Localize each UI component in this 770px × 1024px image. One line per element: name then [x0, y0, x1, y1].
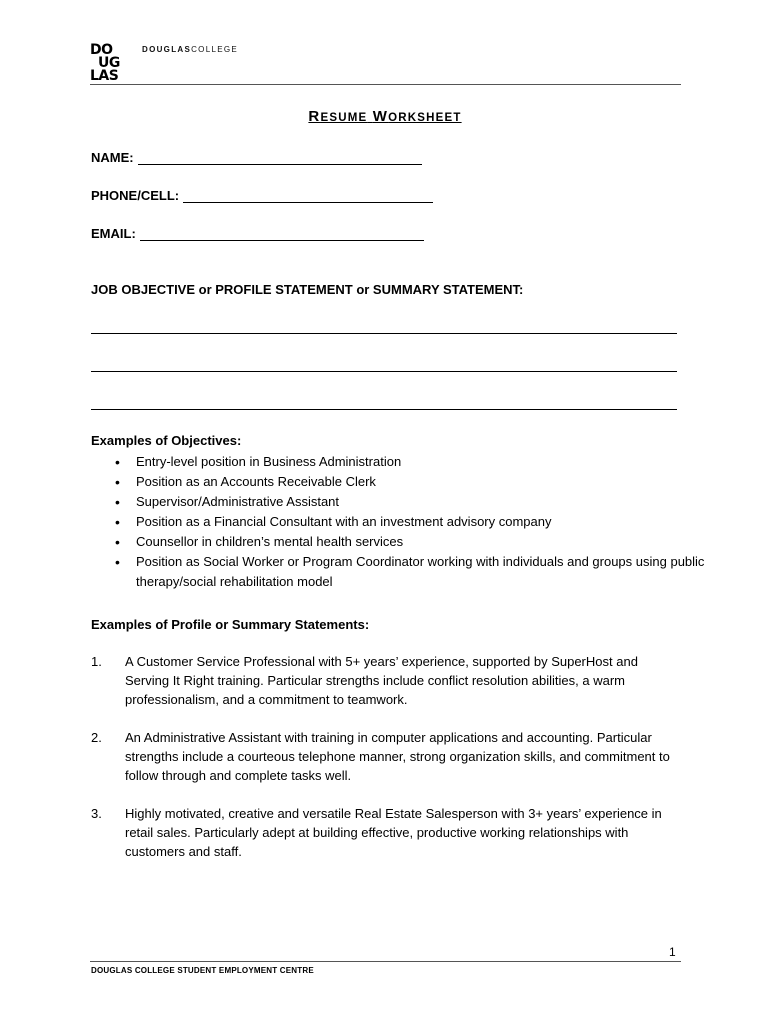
douglas-logo: DO UG LAS — [90, 42, 120, 84]
statements-list — [91, 652, 681, 880]
list-item: 1. A Customer Service Professional with 5+ years’ experience, supported by SuperHost and Serving It Right training. Particular strengths include conflict resolution abilities, a warm professionalism, and a commitment to teamwork. — [91, 654, 638, 707]
list-item: • Position as a Financial Consultant with an investment advisory company — [136, 512, 726, 532]
phone-label: PHONE/CELL: — [91, 188, 180, 203]
list-item: 2. An Administrative Assistant with training in computer applications and accounting. Particular strengths include a courteous telephone manner, strong organization skills, and commitment to follow through and complete tasks well. — [91, 730, 670, 783]
list-item: • Entry-level position in Business Administration — [136, 452, 726, 472]
objective-heading: JOB OBJECTIVE or PROFILE STATEMENT or SUMMARY STATEMENT: — [91, 282, 524, 297]
list-item: • Supervisor/Administrative Assistant — [136, 492, 726, 512]
phone-field — [91, 188, 433, 203]
name-input-line[interactable] — [138, 152, 422, 165]
email-field — [91, 226, 424, 241]
list-item: • Counsellor in children’s mental health services — [136, 532, 726, 552]
list-item: • Position as Social Worker or Program Coordinator working with individuals and groups using public therapy/social rehabilitation model — [136, 552, 726, 592]
name-field — [91, 150, 422, 165]
page-number: 1 — [669, 945, 676, 959]
header-divider — [90, 84, 681, 85]
objectives-list — [91, 452, 726, 592]
footer-divider — [90, 961, 681, 962]
list-item: • Position as an Accounts Receivable Clerk — [136, 472, 726, 492]
objectives-heading: Examples of Objectives: — [91, 433, 242, 448]
email-label: EMAIL: — [91, 226, 136, 241]
footer-text: DOUGLAS COLLEGE STUDENT EMPLOYMENT CENTRE — [91, 966, 314, 975]
objective-line-1[interactable] — [91, 333, 677, 334]
name-label: NAME: — [91, 150, 134, 165]
objective-line-2[interactable] — [91, 371, 677, 372]
list-item: 3. Highly motivated, creative and versatile Real Estate Salesperson with 3+ years’ experience in retail sales. Particularly adept at building effective, productive working relationships with customers and staff. — [91, 806, 662, 859]
statements-heading: Examples of Profile or Summary Statements: — [91, 617, 370, 632]
page-title: RESUME WORKSHEET — [308, 108, 462, 125]
college-name: DOUGLASCOLLEGE — [142, 45, 239, 54]
phone-input-line[interactable] — [183, 190, 433, 203]
objective-line-3[interactable] — [91, 409, 677, 410]
email-input-line[interactable] — [140, 228, 424, 241]
